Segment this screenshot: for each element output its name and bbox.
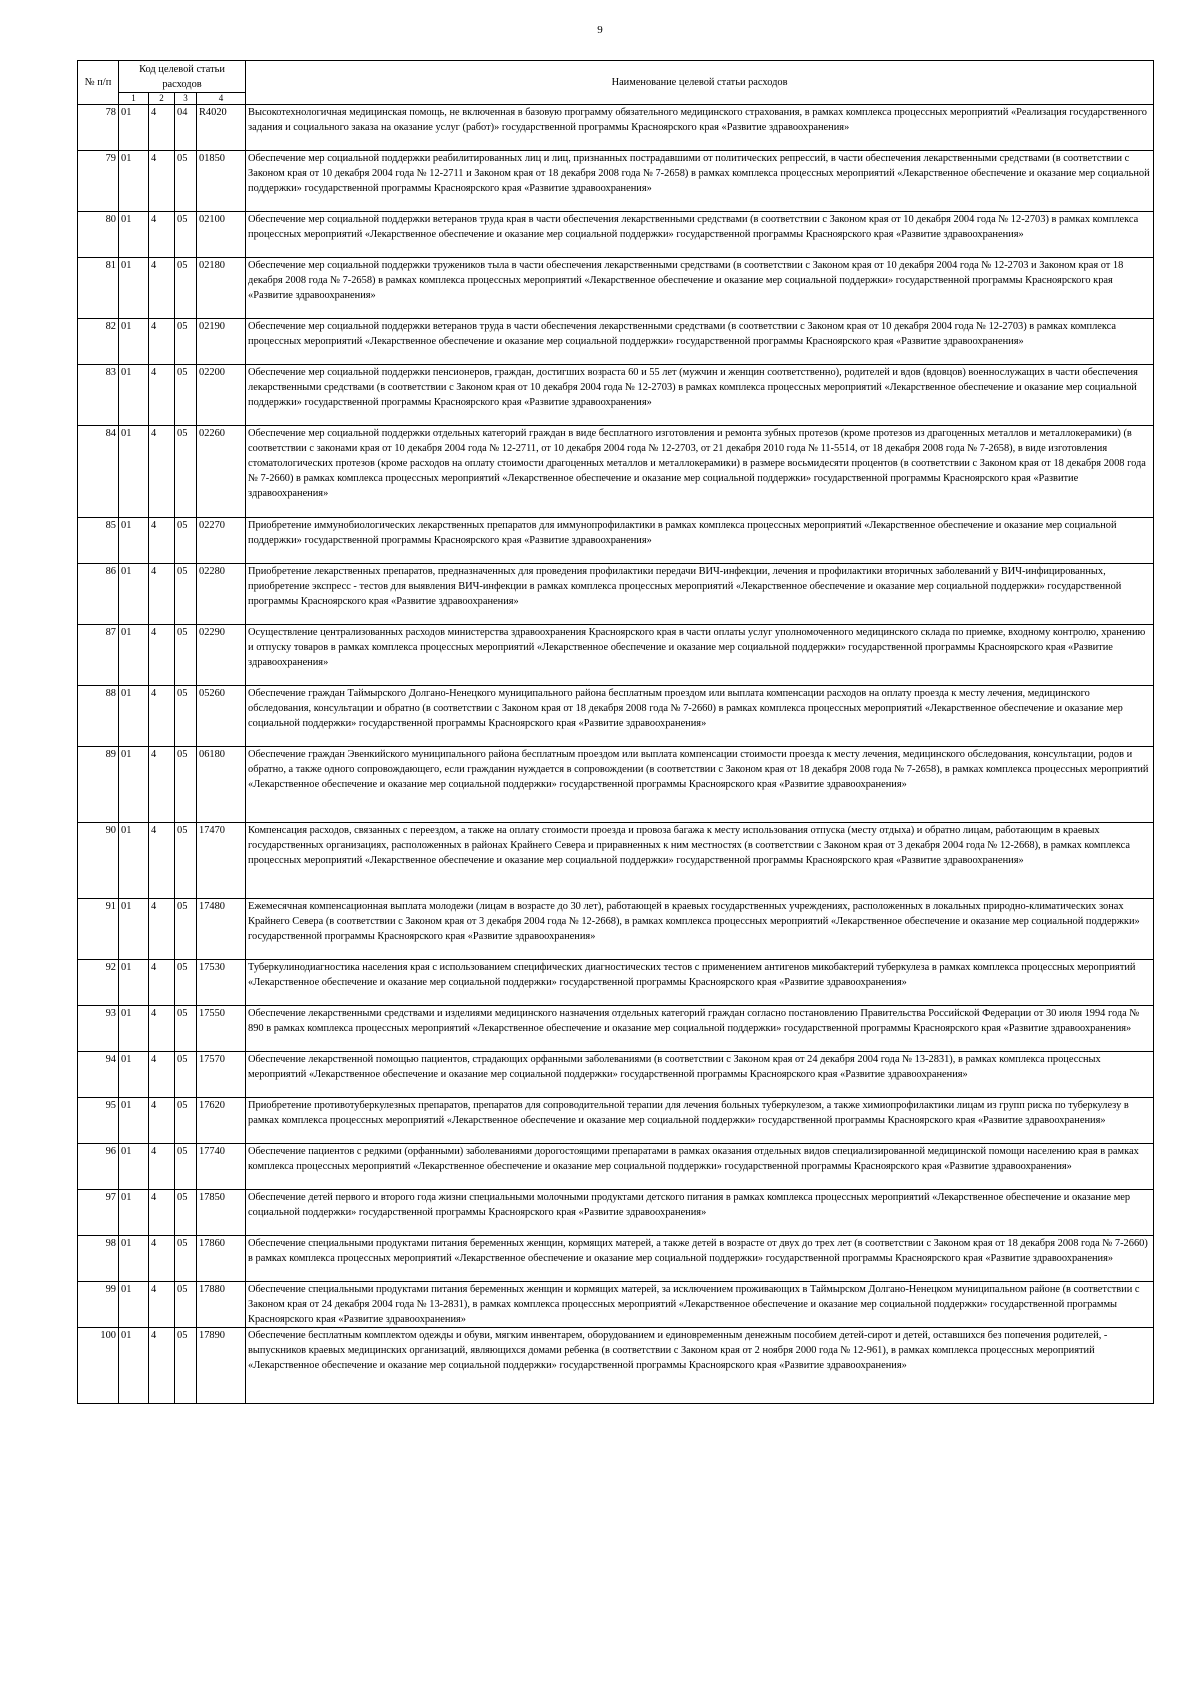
table-row — [78, 1282, 1154, 1328]
code-part-1: 01 — [119, 625, 149, 686]
code-part-1: 01 — [119, 1098, 149, 1144]
code-part-1: 01 — [119, 1052, 149, 1098]
code-part-3: 05 — [175, 823, 197, 899]
item-name: Обеспечение специальными продуктами питания беременных женщин, кормящих матерей, а также детей в возрасте от двух до трех лет (в соответствии с Законом края от 18 декабря 2008 года № 7-2660) в рамках комплекса процессных мероприятий «Лекарственное обеспечение и оказание мер социальной поддержки» государственной программы Красноярского края «Развитие здравоохранения» — [246, 1236, 1154, 1282]
code-part-2: 4 — [149, 564, 175, 625]
code-part-4: 02200 — [197, 365, 246, 426]
table-row — [78, 1098, 1154, 1144]
item-name: Туберкулинодиагностика населения края с использованием специфических диагностических тестов с применением антигенов микобактерий туберкулеза в рамках комплекса процессных мероприятий «Лекарственное обеспечение и оказание мер социальной поддержки» государственной программы Красноярского края «Развитие здравоохранения» — [246, 960, 1154, 1006]
code-part-1: 01 — [119, 960, 149, 1006]
row-number: 100 — [78, 1328, 119, 1404]
row-number: 79 — [78, 151, 119, 212]
code-part-4: 17860 — [197, 1236, 246, 1282]
code-part-2: 4 — [149, 960, 175, 1006]
code-part-2: 4 — [149, 258, 175, 319]
row-number: 92 — [78, 960, 119, 1006]
code-part-1: 01 — [119, 319, 149, 365]
table-row — [78, 426, 1154, 518]
code-part-1: 01 — [119, 258, 149, 319]
code-part-4: 02100 — [197, 212, 246, 258]
code-part-3: 05 — [175, 426, 197, 518]
code-part-2: 4 — [149, 1236, 175, 1282]
item-name: Обеспечение мер социальной поддержки отдельных категорий граждан в виде бесплатного изготовления и ремонта зубных протезов (кроме протезов из драгоценных металлов и металлокерамики) (в соответствии с законами края от 10 декабря 2004 года № 12-2711, от 10 декабря 2004 года № 12-2703, от 21 декабря 2010 года № 11-5514, от 18 декабря 2008 года № 7-2658), в виде изготовления стоматологических протезов (кроме расходов на оплату стоимости драгоценных металлов и металлокерамики) в размере восьмидесяти процентов (в соответствии с Законом края от 18 декабря 2008 года № 7-2660) в рамках комплекса процессных мероприятий «Лекарственное обеспечение и оказание мер социальной поддержки» государственной программы Красноярского края «Развитие здравоохранения» — [246, 426, 1154, 518]
code-part-3: 05 — [175, 1144, 197, 1190]
table-row — [78, 747, 1154, 823]
code-part-2: 4 — [149, 1282, 175, 1328]
code-part-4: 02260 — [197, 426, 246, 518]
code-part-3: 05 — [175, 151, 197, 212]
code-part-3: 05 — [175, 1098, 197, 1144]
code-part-4: 17570 — [197, 1052, 246, 1098]
code-part-3: 05 — [175, 1006, 197, 1052]
code-part-3: 05 — [175, 319, 197, 365]
code-part-2: 4 — [149, 1098, 175, 1144]
code-part-3: 05 — [175, 1190, 197, 1236]
table-row — [78, 319, 1154, 365]
code-part-2: 4 — [149, 212, 175, 258]
code-part-4: 17890 — [197, 1328, 246, 1404]
code-part-1: 01 — [119, 1236, 149, 1282]
item-name: Обеспечение мер социальной поддержки ветеранов труда в части обеспечения лекарственными средствами (в соответствии с Законом края от 10 декабря 2004 года № 12-2703) в рамках комплекса процессных мероприятий «Лекарственное обеспечение и оказание мер социальной поддержки» государственной программы Красноярского края «Развитие здравоохранения» — [246, 319, 1154, 365]
code-part-4: 02280 — [197, 564, 246, 625]
code-part-2: 4 — [149, 365, 175, 426]
item-name: Приобретение противотуберкулезных препаратов, препаратов для сопроводительной терапии для лечения больных туберкулезом, а также химиопрофилактики лицам из групп риска по туберкулезу в рамках комплекса процессных мероприятий «Лекарственное обеспечение и оказание мер социальной поддержки» государственной программы Красноярского края «Развитие здравоохранения» — [246, 1098, 1154, 1144]
column-number: 4 — [197, 93, 246, 105]
row-number: 99 — [78, 1282, 119, 1328]
code-part-3: 05 — [175, 686, 197, 747]
code-part-4: 01850 — [197, 151, 246, 212]
code-part-3: 05 — [175, 1236, 197, 1282]
item-name: Обеспечение граждан Эвенкийского муниципального района бесплатным проездом или выплата компенсации стоимости проезда к месту лечения, медицинского обследования, консультации, родов и обратно, а также одного сопровождающего, если гражданин нуждается в сопровождении (в соответствии с Законом края от 18 декабря 2008 года № 7-2658), в рамках комплекса процессных мероприятий «Лекарственное обеспечение и оказание мер социальной поддержки» государственной программы Красноярского края «Развитие здравоохранения» — [246, 747, 1154, 823]
row-number: 94 — [78, 1052, 119, 1098]
row-number: 90 — [78, 823, 119, 899]
code-part-1: 01 — [119, 1282, 149, 1328]
item-name: Обеспечение граждан Таймырского Долгано-Ненецкого муниципального района бесплатным проездом или выплата компенсации расходов на оплату проезда к месту лечения, медицинского обследования, консультации и обратно (в соответствии с Законом края от 18 декабря 2008 года № 7-2660) в рамках комплекса процессных мероприятий «Лекарственное обеспечение и оказание мер социальной поддержки» государственной программы Красноярского края «Развитие здравоохранения» — [246, 686, 1154, 747]
item-name: Обеспечение мер социальной поддержки пенсионеров, граждан, достигших возраста 60 и 55 лет (мужчин и женщин соответственно), родителей и вдов (вдовцов) военнослужащих в части обеспечения лекарственными средствами (в соответствии с Законом края от 10 декабря 2004 года № 12-2703) в рамках комплекса процессных мероприятий «Лекарственное обеспечение и оказание мер социальной поддержки» государственной программы Красноярского края «Развитие здравоохранения» — [246, 365, 1154, 426]
header-code: Код целевой статьи расходов — [119, 61, 246, 93]
code-part-3: 05 — [175, 518, 197, 564]
code-part-1: 01 — [119, 899, 149, 960]
code-part-1: 01 — [119, 1144, 149, 1190]
row-number: 86 — [78, 564, 119, 625]
code-part-1: 01 — [119, 105, 149, 151]
code-part-1: 01 — [119, 823, 149, 899]
item-name: Обеспечение детей первого и второго года жизни специальными молочными продуктами детского питания в рамках комплекса процессных мероприятий «Лекарственное обеспечение и оказание мер социальной поддержки» государственной программы Красноярского края «Развитие здравоохранения» — [246, 1190, 1154, 1236]
code-part-1: 01 — [119, 151, 149, 212]
item-name: Обеспечение бесплатным комплектом одежды и обуви, мягким инвентарем, оборудованием и единовременным денежным пособием детей-сирот и детей, оставшихся без попечения родителей, - выпускников краевых медицинских организаций, являющихся домами ребенка (в соответствии с Законом края от 2 ноября 2000 года № 12-961), в рамках комплекса процессных мероприятий «Лекарственное обеспечение и оказание мер социальной поддержки» государственной программы Красноярского края «Развитие здравоохранения» — [246, 1328, 1154, 1404]
code-part-4: 02190 — [197, 319, 246, 365]
table-row — [78, 823, 1154, 899]
code-part-1: 01 — [119, 747, 149, 823]
code-part-4: R4020 — [197, 105, 246, 151]
code-part-1: 01 — [119, 212, 149, 258]
column-number: 2 — [149, 93, 175, 105]
code-part-4: 02180 — [197, 258, 246, 319]
item-name: Обеспечение лекарственной помощью пациентов, страдающих орфанными заболеваниями (в соответствии с Законом края от 24 декабря 2004 года № 13-2831), в рамках комплекса процессных мероприятий «Лекарственное обеспечение и оказание мер социальной поддержки» государственной программы Красноярского края «Развитие здравоохранения» — [246, 1052, 1154, 1098]
budget-items-table — [77, 60, 1154, 1404]
code-part-4: 06180 — [197, 747, 246, 823]
header-row — [78, 61, 1154, 93]
item-name: Компенсация расходов, связанных с переездом, а также на оплату стоимости проезда и провоза багажа к месту использования отпуска (месту отдыха) и обратно лицам, работающим в краевых государственных организациях, расположенных в районах Крайнего Севера и приравненных к ним местностях (в соответствии с Законом края от 3 декабря 2004 года № 12-2668), в рамках комплекса процессных мероприятий «Лекарственное обеспечение и оказание мер социальной поддержки» государственной программы Красноярского края «Развитие здравоохранения» — [246, 823, 1154, 899]
code-part-1: 01 — [119, 1190, 149, 1236]
code-part-4: 02290 — [197, 625, 246, 686]
table-row — [78, 1052, 1154, 1098]
code-part-2: 4 — [149, 518, 175, 564]
row-number: 81 — [78, 258, 119, 319]
item-name: Обеспечение пациентов с редкими (орфанными) заболеваниями дорогостоящими препаратами в рамках оказания отдельных видов специализированной медицинской помощи населению края в рамках комплекса процессных мероприятий «Лекарственное обеспечение и оказание мер социальной поддержки» государственной программы Красноярского края «Развитие здравоохранения» — [246, 1144, 1154, 1190]
code-part-2: 4 — [149, 625, 175, 686]
row-number: 96 — [78, 1144, 119, 1190]
table-row — [78, 151, 1154, 212]
item-name: Обеспечение мер социальной поддержки реабилитированных лиц и лиц, признанных пострадавшими от политических репрессий, в части обеспечения лекарственными средствами (в соответствии с Законом края от 10 декабря 2004 года № 12-2711 и Законом края от 18 декабря 2008 года № 7-2658) в рамках комплекса процессных мероприятий «Лекарственное обеспечение и оказание мер социальной поддержки» государственной программы Красноярского края «Развитие здравоохранения» — [246, 151, 1154, 212]
code-part-4: 17480 — [197, 899, 246, 960]
item-name: Ежемесячная компенсационная выплата молодежи (лицам в возрасте до 30 лет), работающей в краевых государственных учреждениях, расположенных в локальных природно-климатических зонах Крайнего Севера (в соответствии с Законом края от 3 декабря 2004 года № 12-2668), в рамках комплекса процессных мероприятий «Лекарственное обеспечение и оказание мер социальной поддержки» государственной программы Красноярского края «Развитие здравоохранения» — [246, 899, 1154, 960]
code-part-3: 05 — [175, 960, 197, 1006]
code-part-1: 01 — [119, 1328, 149, 1404]
code-part-3: 05 — [175, 1328, 197, 1404]
table-row — [78, 899, 1154, 960]
code-part-3: 05 — [175, 1052, 197, 1098]
code-part-2: 4 — [149, 747, 175, 823]
item-name: Приобретение иммунобиологических лекарственных препаратов для иммунопрофилактики в рамках комплекса процессных мероприятий «Лекарственное обеспечение и оказание мер социальной поддержки» государственной программы Красноярского края «Развитие здравоохранения» — [246, 518, 1154, 564]
column-number: 3 — [175, 93, 197, 105]
code-part-3: 05 — [175, 1282, 197, 1328]
table-row — [78, 258, 1154, 319]
code-part-3: 04 — [175, 105, 197, 151]
code-part-1: 01 — [119, 686, 149, 747]
code-part-2: 4 — [149, 899, 175, 960]
row-number: 84 — [78, 426, 119, 518]
item-name: Обеспечение специальными продуктами питания беременных женщин и кормящих матерей, за исключением проживающих в Таймырском Долгано-Ненецком муниципальном районе (в соответствии с Законом края от 24 декабря 2004 года № 13-2831), в рамках комплекса процессных мероприятий «Лекарственное обеспечение и оказание мер социальной поддержки» государственной программы Красноярского края «Развитие здравоохранения» — [246, 1282, 1154, 1328]
code-part-2: 4 — [149, 1006, 175, 1052]
code-part-2: 4 — [149, 1190, 175, 1236]
code-part-2: 4 — [149, 1328, 175, 1404]
row-number: 83 — [78, 365, 119, 426]
table-row — [78, 1006, 1154, 1052]
row-number: 95 — [78, 1098, 119, 1144]
item-name: Обеспечение мер социальной поддержки ветеранов труда края в части обеспечения лекарственными средствами (в соответствии с Законом края от 10 декабря 2004 года № 12-2703) в рамках комплекса процессных мероприятий «Лекарственное обеспечение и оказание мер социальной поддержки» государственной программы Красноярского края «Развитие здравоохранения» — [246, 212, 1154, 258]
code-part-2: 4 — [149, 426, 175, 518]
code-part-4: 02270 — [197, 518, 246, 564]
table-row — [78, 686, 1154, 747]
item-name: Высокотехнологичная медицинская помощь, не включенная в базовую программу обязательного медицинского страхования, в рамках комплекса процессных мероприятий «Реализация государственного задания и социального заказа на оказание услуг (работ)» государственной программы Красноярского края «Развитие здравоохранения» — [246, 105, 1154, 151]
code-part-1: 01 — [119, 564, 149, 625]
row-number: 85 — [78, 518, 119, 564]
code-part-1: 01 — [119, 365, 149, 426]
code-part-3: 05 — [175, 258, 197, 319]
code-part-4: 17550 — [197, 1006, 246, 1052]
code-part-2: 4 — [149, 1052, 175, 1098]
row-number: 80 — [78, 212, 119, 258]
code-part-4: 17470 — [197, 823, 246, 899]
row-number: 89 — [78, 747, 119, 823]
table-row — [78, 105, 1154, 151]
code-part-2: 4 — [149, 823, 175, 899]
code-part-4: 05260 — [197, 686, 246, 747]
item-name: Обеспечение мер социальной поддержки тружеников тыла в части обеспечения лекарственными средствами (в соответствии с Законом края от 10 декабря 2004 года № 12-2703 и Законом края от 18 декабря 2008 года № 7-2658) в рамках комплекса процессных мероприятий «Лекарственное обеспечение и оказание мер социальной поддержки» государственной программы Красноярского края «Развитие здравоохранения» — [246, 258, 1154, 319]
code-part-4: 17880 — [197, 1282, 246, 1328]
code-part-3: 05 — [175, 212, 197, 258]
row-number: 91 — [78, 899, 119, 960]
code-part-3: 05 — [175, 747, 197, 823]
code-part-1: 01 — [119, 426, 149, 518]
code-part-2: 4 — [149, 105, 175, 151]
code-part-2: 4 — [149, 686, 175, 747]
table-body — [78, 105, 1154, 1404]
code-part-3: 05 — [175, 365, 197, 426]
code-part-4: 17530 — [197, 960, 246, 1006]
code-part-1: 01 — [119, 518, 149, 564]
page-number: 9 — [597, 24, 603, 36]
code-part-3: 05 — [175, 564, 197, 625]
item-name: Приобретение лекарственных препаратов, предназначенных для проведения профилактики передачи ВИЧ-инфекции, лечения и профилактики вторичных заболеваний у ВИЧ-инфицированных, приобретение экспресс - тестов для выявления ВИЧ-инфекции в рамках комплекса процессных мероприятий «Лекарственное обеспечение и оказание мер социальной поддержки» государственной программы Красноярского края «Развитие здравоохранения» — [246, 564, 1154, 625]
table-row — [78, 1236, 1154, 1282]
header-name: Наименование целевой статьи расходов — [246, 61, 1154, 105]
row-number: 97 — [78, 1190, 119, 1236]
code-part-1: 01 — [119, 1006, 149, 1052]
code-part-2: 4 — [149, 1144, 175, 1190]
table-row — [78, 960, 1154, 1006]
code-part-4: 17740 — [197, 1144, 246, 1190]
item-name: Осуществление централизованных расходов министерства здравоохранения Красноярского края в части оплаты услуг уполномоченного медицинского склада по приемке, входному контролю, хранению и отпуску товаров в рамках комплекса процессных мероприятий «Лекарственное обеспечение и оказание мер социальной поддержки» государственной программы Красноярского края «Развитие здравоохранения» — [246, 625, 1154, 686]
table-row — [78, 1328, 1154, 1404]
code-part-4: 17620 — [197, 1098, 246, 1144]
table-row — [78, 1190, 1154, 1236]
table-row — [78, 518, 1154, 564]
row-number: 88 — [78, 686, 119, 747]
table-row — [78, 212, 1154, 258]
header-num: № п/п — [78, 61, 119, 105]
row-number: 93 — [78, 1006, 119, 1052]
table-row — [78, 365, 1154, 426]
code-part-4: 17850 — [197, 1190, 246, 1236]
column-number: 1 — [119, 93, 149, 105]
code-part-3: 05 — [175, 625, 197, 686]
row-number: 78 — [78, 105, 119, 151]
item-name: Обеспечение лекарственными средствами и изделиями медицинского назначения отдельных категорий граждан согласно постановлению Правительства Российской Федерации от 30 июля 1994 года № 890 в рамках комплекса процессных мероприятий «Лекарственное обеспечение и оказание мер социальной поддержки» государственной программы Красноярского края «Развитие здравоохранения» — [246, 1006, 1154, 1052]
table-row — [78, 625, 1154, 686]
row-number: 98 — [78, 1236, 119, 1282]
table-row — [78, 1144, 1154, 1190]
row-number: 87 — [78, 625, 119, 686]
code-part-2: 4 — [149, 151, 175, 212]
table-row — [78, 564, 1154, 625]
code-part-2: 4 — [149, 319, 175, 365]
row-number: 82 — [78, 319, 119, 365]
code-part-3: 05 — [175, 899, 197, 960]
